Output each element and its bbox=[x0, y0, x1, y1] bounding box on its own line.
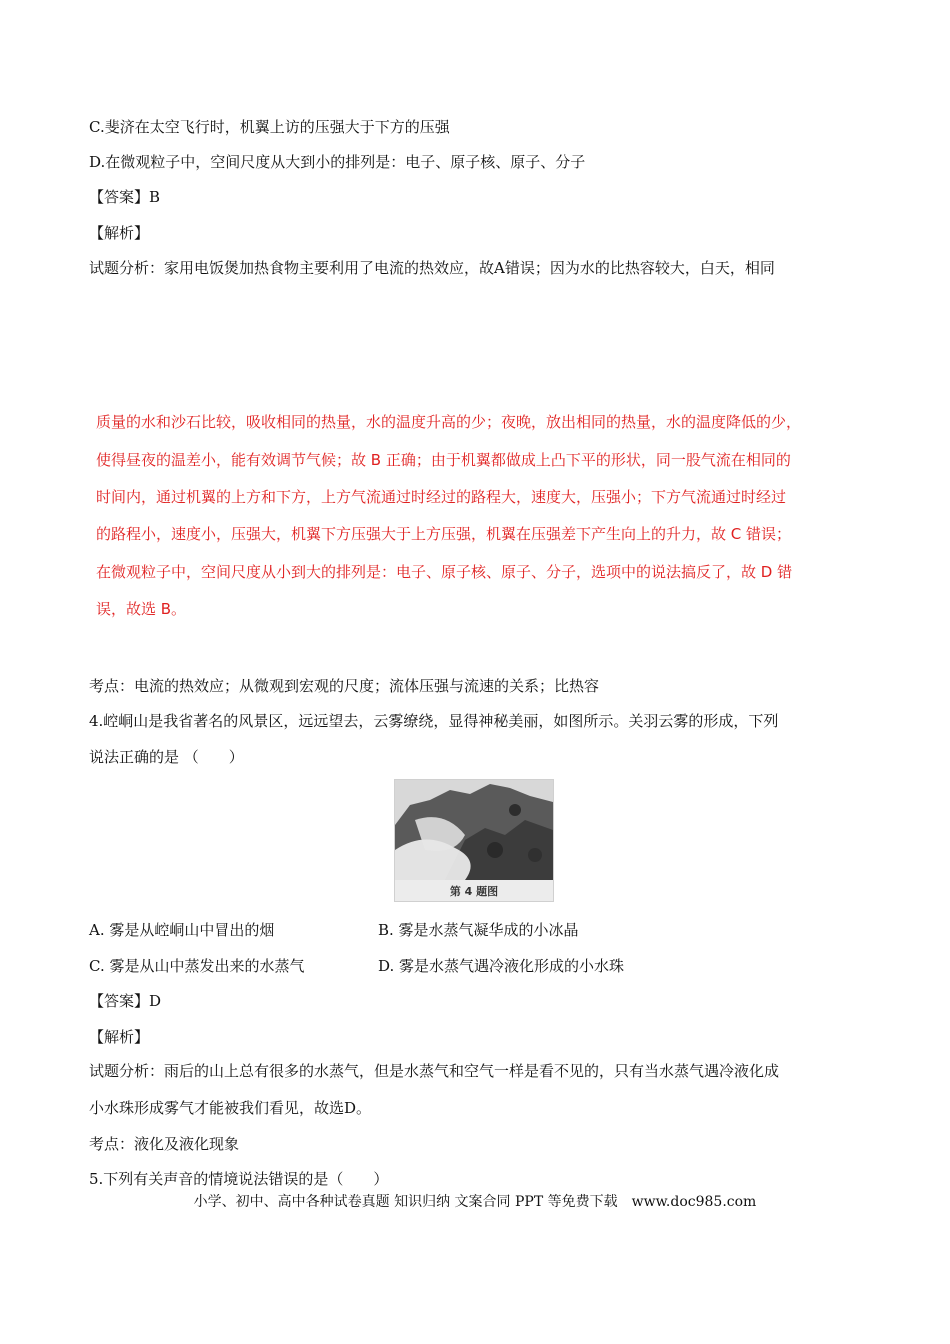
c-option-line: C.斐济在太空飞行时，机翼上访的压强大于下方的压强 bbox=[89, 118, 450, 136]
question-4-stem-line-2: 说法正确的是 （ ） bbox=[89, 748, 244, 766]
red-paragraph-line-3: 时间内，通过机翼的上方和下方，上方气流通过时经过的路程大，速度大，压强小；下方气流通过时经过 bbox=[96, 488, 787, 506]
red-paragraph-line-4: 的路程小，速度小，压强大，机翼下方压强大于上方压强，机翼在压强差下产生向上的升力，故 C 错误； bbox=[96, 525, 792, 543]
kaodian-3: 考点：电流的热效应；从微观到宏观的尺度；流体压强与流速的关系；比热容 bbox=[89, 677, 600, 695]
answer-label-3: 【答案】B bbox=[89, 188, 161, 206]
red-paragraph-line-1: 质量的水和沙石比较，吸收相同的热量，水的温度升高的少；夜晚，放出相同的热量，水的温度降低的少， bbox=[96, 413, 802, 431]
analysis-label-4: 【解析】 bbox=[89, 1028, 150, 1046]
analysis-label-3: 【解析】 bbox=[89, 224, 150, 242]
analysis-text-4-line-2: 小水珠形成雾气才能被我们看见，故选D。 bbox=[89, 1099, 372, 1117]
question-5-stem: 5.下列有关声音的情境说法错误的是（ ） bbox=[89, 1170, 389, 1188]
option-c: C. 雾是从山中蒸发出来的水蒸气 bbox=[89, 957, 305, 975]
analysis-text-4-line-1: 试题分析：雨后的山上总有很多的水蒸气，但是水蒸气和空气一样是看不见的，只有当水蒸气遇冷液化成 bbox=[89, 1062, 780, 1080]
question-4-stem-line-1: 4.崆峒山是我省著名的风景区，远远望去，云雾缭绕，显得神秘美丽，如图所示。关羽云雾的形成，下列 bbox=[89, 712, 779, 730]
answer-label-4: 【答案】D bbox=[89, 992, 162, 1010]
mountain-fog-photo bbox=[394, 779, 554, 902]
red-paragraph-line-2: 使得昼夜的温差小，能有效调节气候；故 B 正确；由于机翼都做成上凸下平的形状，同一股气流在相同的 bbox=[96, 451, 791, 469]
kaodian-4: 考点：液化及液化现象 bbox=[89, 1135, 240, 1153]
red-paragraph-line-6: 误，故选 B。 bbox=[96, 600, 187, 618]
mountain-image bbox=[395, 780, 553, 880]
figure-caption: 第 4 题图 bbox=[449, 885, 499, 898]
d-option-line: D.在微观粒子中，空间尺度从大到小的排列是：电子、原子核、原子、分子 bbox=[89, 153, 586, 171]
option-d: D. 雾是水蒸气遇冷液化形成的小水珠 bbox=[378, 957, 625, 975]
analysis-text-3: 试题分析：家用电饭煲加热食物主要利用了电流的热效应，故A错误；因为水的比热容较大，白天，相同 bbox=[89, 259, 775, 277]
red-paragraph-line-5: 在微观粒子中，空间尺度从小到大的排列是：电子、原子核、原子、分子，选项中的说法搞反了，故 D 错 bbox=[96, 563, 793, 581]
option-a: A. 雾是从崆峒山中冒出的烟 bbox=[89, 921, 275, 939]
footer-text: 小学、初中、高中各种试卷真题 知识归纳 文案合同 PPT 等免费下载 www.doc985.com bbox=[193, 1194, 757, 1210]
option-b: B. 雾是水蒸气凝华成的小冰晶 bbox=[378, 921, 579, 939]
